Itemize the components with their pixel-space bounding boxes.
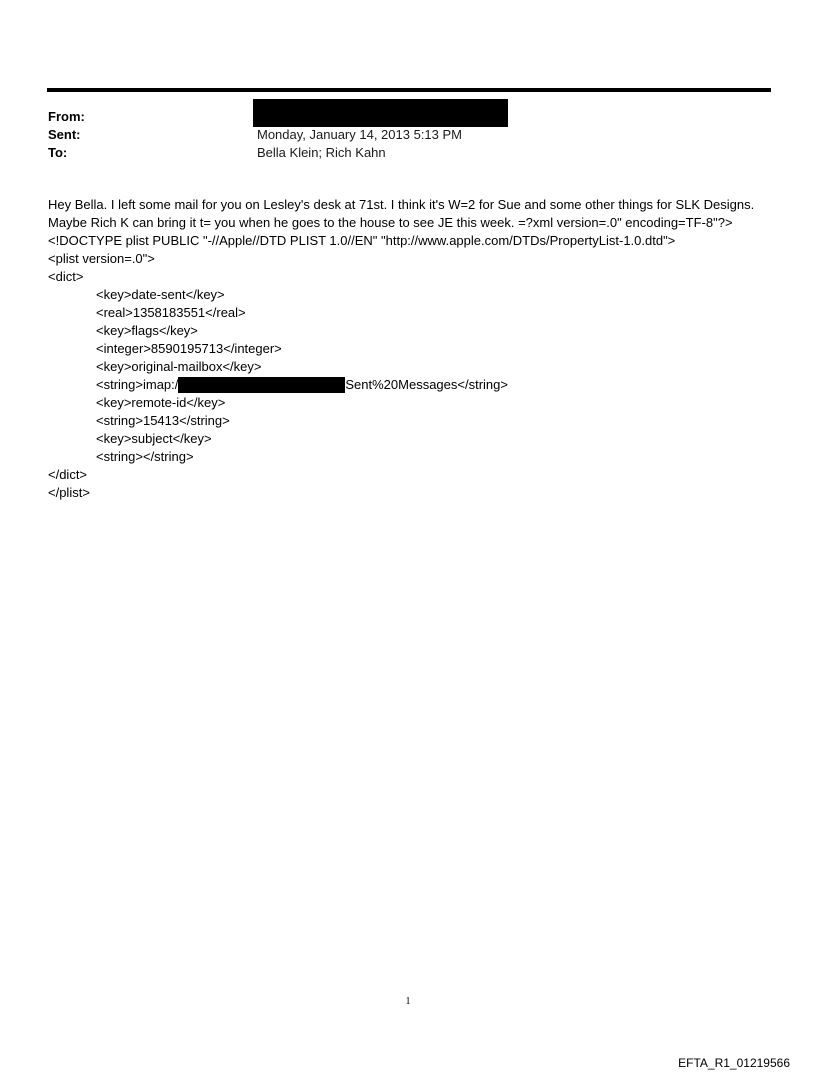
body-line: </dict> [48, 467, 88, 482]
body-line: <key>original-mailbox</key> [96, 359, 262, 374]
sent-value: Monday, January 14, 2013 5:13 PM [257, 127, 462, 142]
mailbox-suffix: Sent%20Messages</string> [345, 377, 508, 392]
body-line: <plist version=.0"> [48, 251, 155, 266]
mailbox-redaction [178, 377, 345, 393]
to-label: To: [48, 145, 68, 160]
bates-number: EFTA_R1_01219566 [678, 1056, 790, 1070]
mailbox-prefix: <string>imap:/ [96, 377, 179, 392]
body-line: <key>subject</key> [96, 431, 212, 446]
body-line: Hey Bella. I left some mail for you on Lesley's desk at 71st. I think it's W=2 for Sue and some other things for SLK Designs. [48, 197, 755, 212]
body-line: <string></string> [96, 449, 194, 464]
body-line: <key>flags</key> [96, 323, 198, 338]
from-row [48, 108, 768, 126]
sent-label: Sent: [48, 127, 81, 142]
body-line: <key>date-sent</key> [96, 287, 225, 302]
from-label: From: [48, 109, 85, 124]
body-line: <key>remote-id</key> [96, 395, 226, 410]
body-line: <string>15413</string> [96, 413, 230, 428]
to-value: Bella Klein; Rich Kahn [257, 145, 386, 160]
body-line: <real>1358183551</real> [96, 305, 246, 320]
body-line: </plist> [48, 485, 90, 500]
page-number: 1 [405, 996, 411, 1007]
email-header [48, 108, 768, 162]
body-line: <!DOCTYPE plist PUBLIC "-//Apple//DTD PLIST 1.0//EN" "http://www.apple.com/DTDs/PropertyList-1.0.dtd"> [48, 233, 676, 248]
from-redaction [253, 99, 508, 127]
body-line: Maybe Rich K can bring it t= you when he goes to the house to see JE this week. =?xml version=.0" encoding=TF-8"?> [48, 215, 733, 230]
sent-row [48, 126, 768, 144]
body-line: <integer>8590195713</integer> [96, 341, 282, 356]
header-rule [47, 88, 771, 92]
email-body [48, 196, 778, 502]
body-line-mailbox [48, 376, 778, 394]
body-line: <dict> [48, 269, 84, 284]
to-row [48, 144, 768, 162]
